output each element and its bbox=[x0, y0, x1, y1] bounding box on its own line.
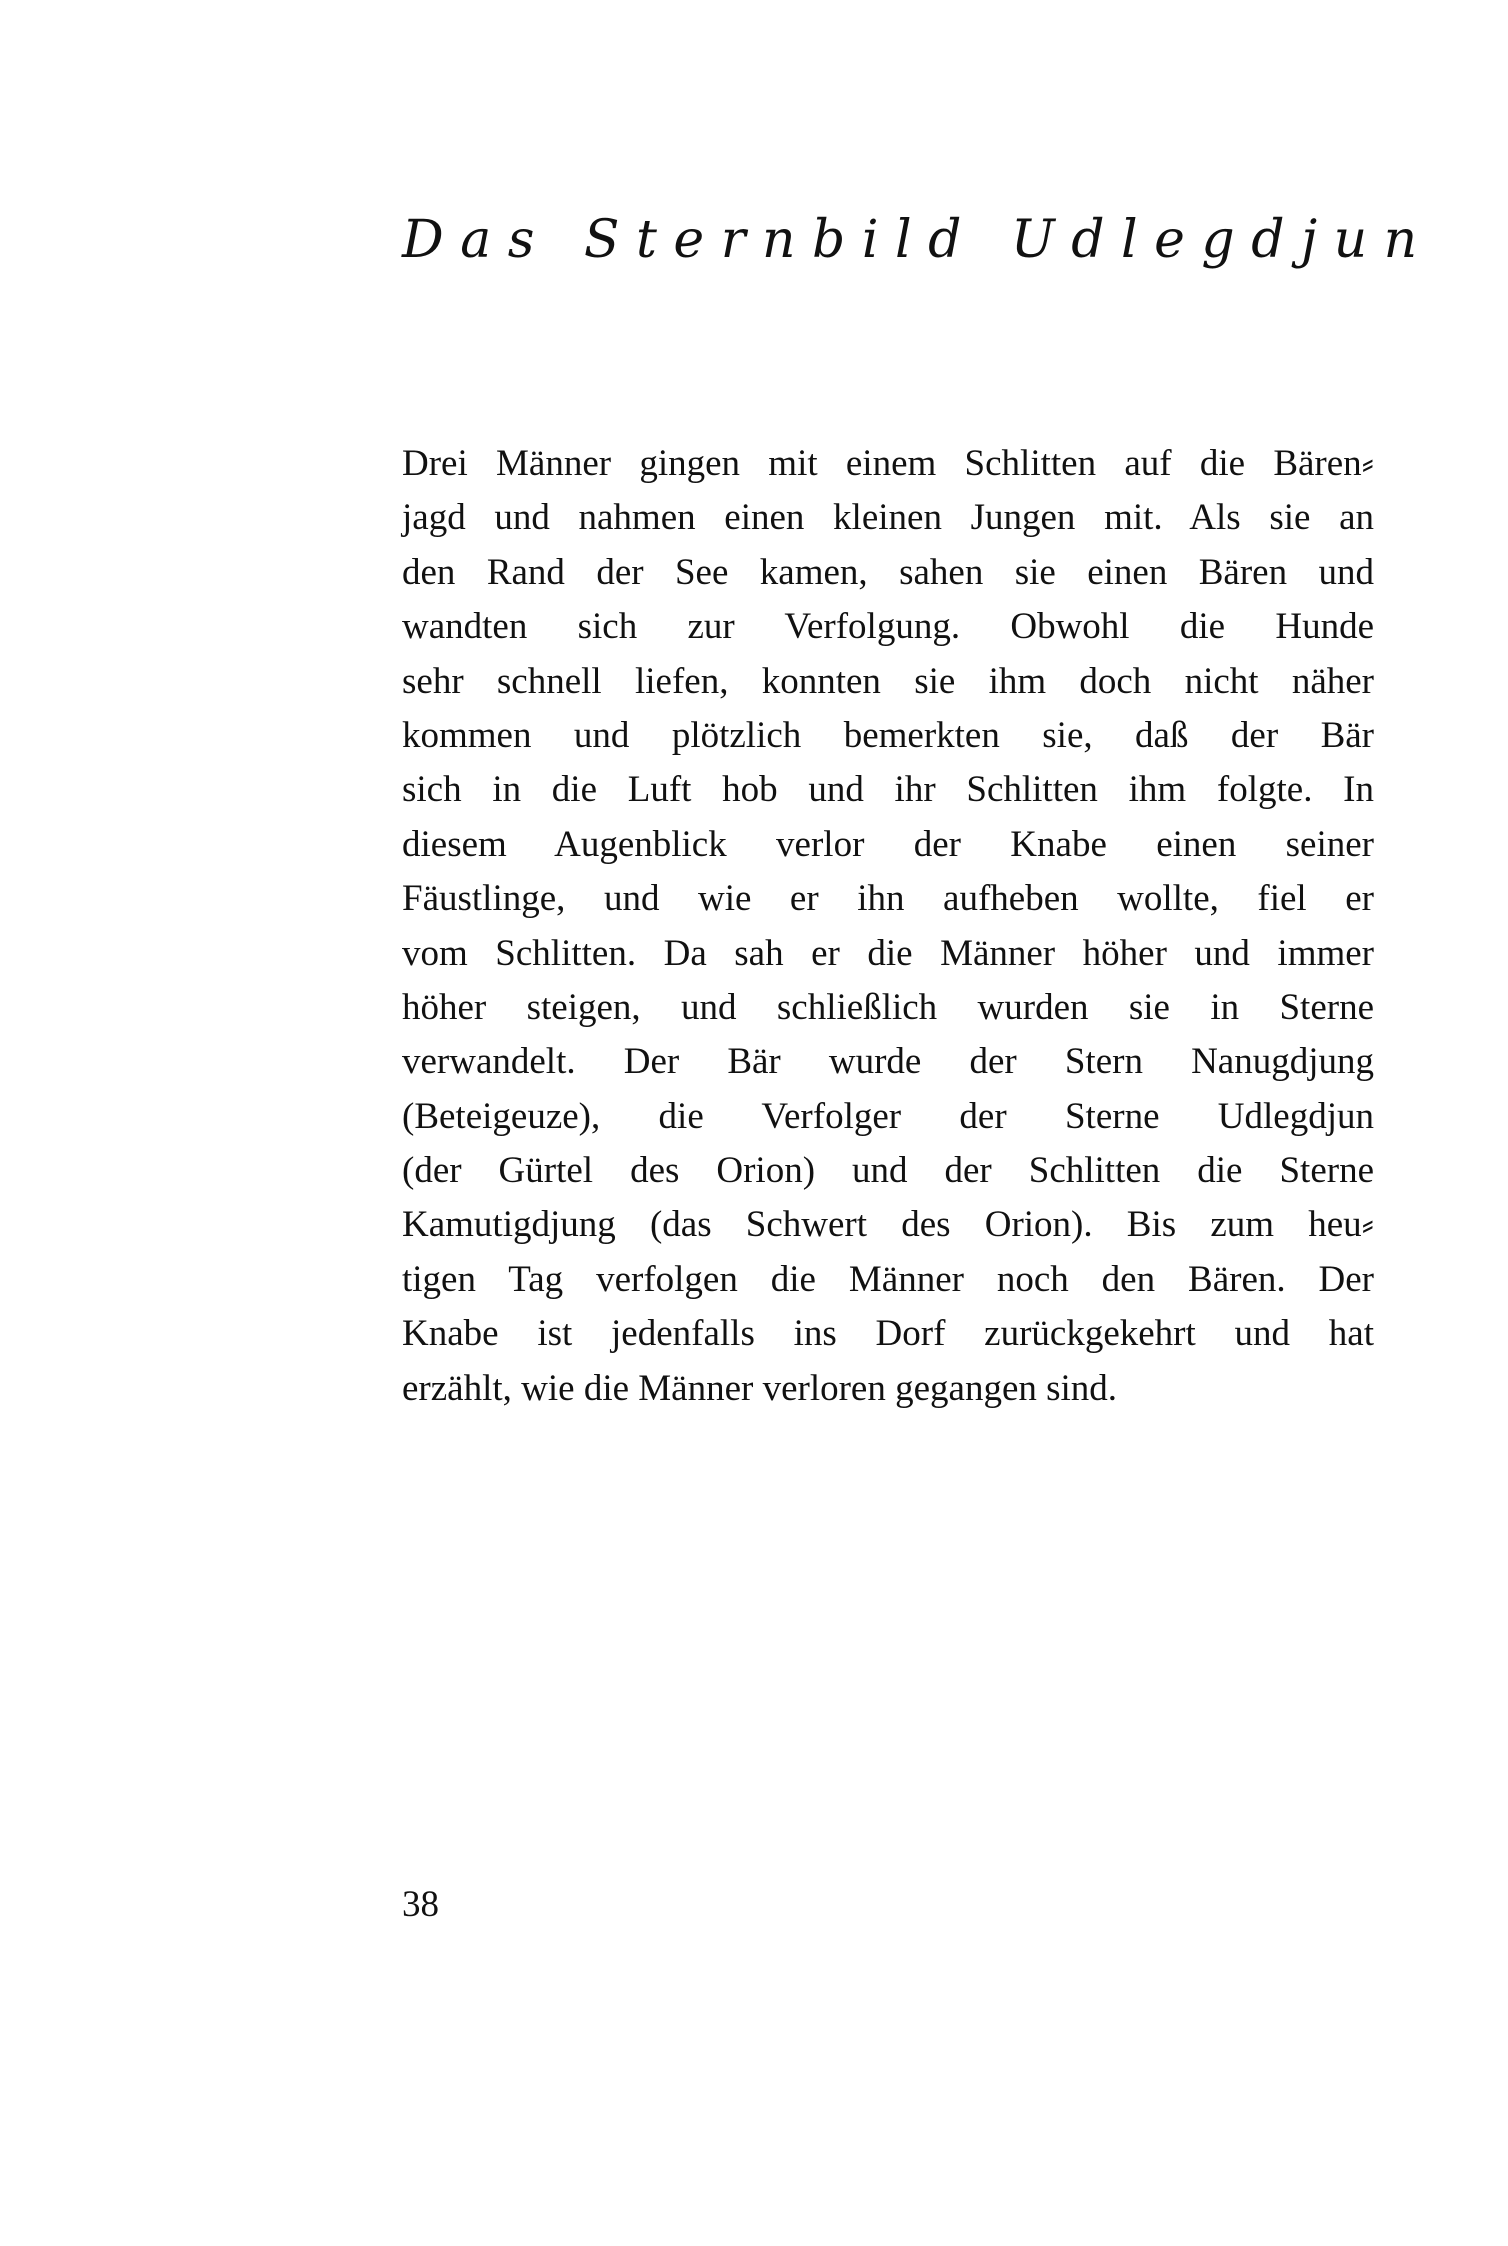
text-line: (der Gürtel des Orion) und der Schlitten die Sterne bbox=[402, 1150, 1374, 1192]
text-line: den Rand der See kamen, sahen sie einen Bären und bbox=[402, 551, 1374, 593]
text-line: tigen Tag verfolgen die Männer noch den Bären. Der bbox=[402, 1258, 1374, 1300]
text-line: diesem Augenblick verlor der Knabe einen seiner bbox=[402, 823, 1374, 865]
text-line: sich in die Luft hob und ihr Schlitten ihm folgte. In bbox=[402, 769, 1374, 811]
text-line: Knabe ist jedenfalls ins Dorf zurückgekehrt und hat bbox=[402, 1313, 1374, 1355]
chapter-title: Das Sternbild Udlegdjun bbox=[402, 210, 1434, 270]
text-line: verwandelt. Der Bär wurde der Stern Nanugdjung bbox=[402, 1041, 1374, 1083]
text-line: sehr schnell liefen, konnten sie ihm doch nicht näher bbox=[402, 660, 1374, 702]
text-line: Kamutigdjung (das Schwert des Orion). Bis zum heu⸗ bbox=[402, 1204, 1374, 1246]
text-line: vom Schlitten. Da sah er die Männer höher und immer bbox=[402, 932, 1374, 974]
text-line: (Beteigeuze), die Verfolger der Sterne Udlegdjun bbox=[402, 1095, 1374, 1137]
page-number: 38 bbox=[402, 1884, 439, 1925]
text-line: Fäustlinge, und wie er ihn aufheben wollte, fiel er bbox=[402, 878, 1374, 920]
text-line: wandten sich zur Verfolgung. Obwohl die Hunde bbox=[402, 606, 1374, 648]
body-text bbox=[402, 437, 1374, 1416]
text-line: höher steigen, und schließlich wurden sie in Sterne bbox=[402, 986, 1374, 1028]
text-line-last: erzählt, wie die Männer verloren gegangen sind. bbox=[402, 1367, 1118, 1409]
text-line: kommen und plötzlich bemerkten sie, daß der Bär bbox=[402, 714, 1374, 756]
text-line: jagd und nahmen einen kleinen Jungen mit. Als sie an bbox=[402, 497, 1374, 539]
text-line: Drei Männer gingen mit einem Schlitten auf die Bären⸗ bbox=[402, 443, 1374, 484]
